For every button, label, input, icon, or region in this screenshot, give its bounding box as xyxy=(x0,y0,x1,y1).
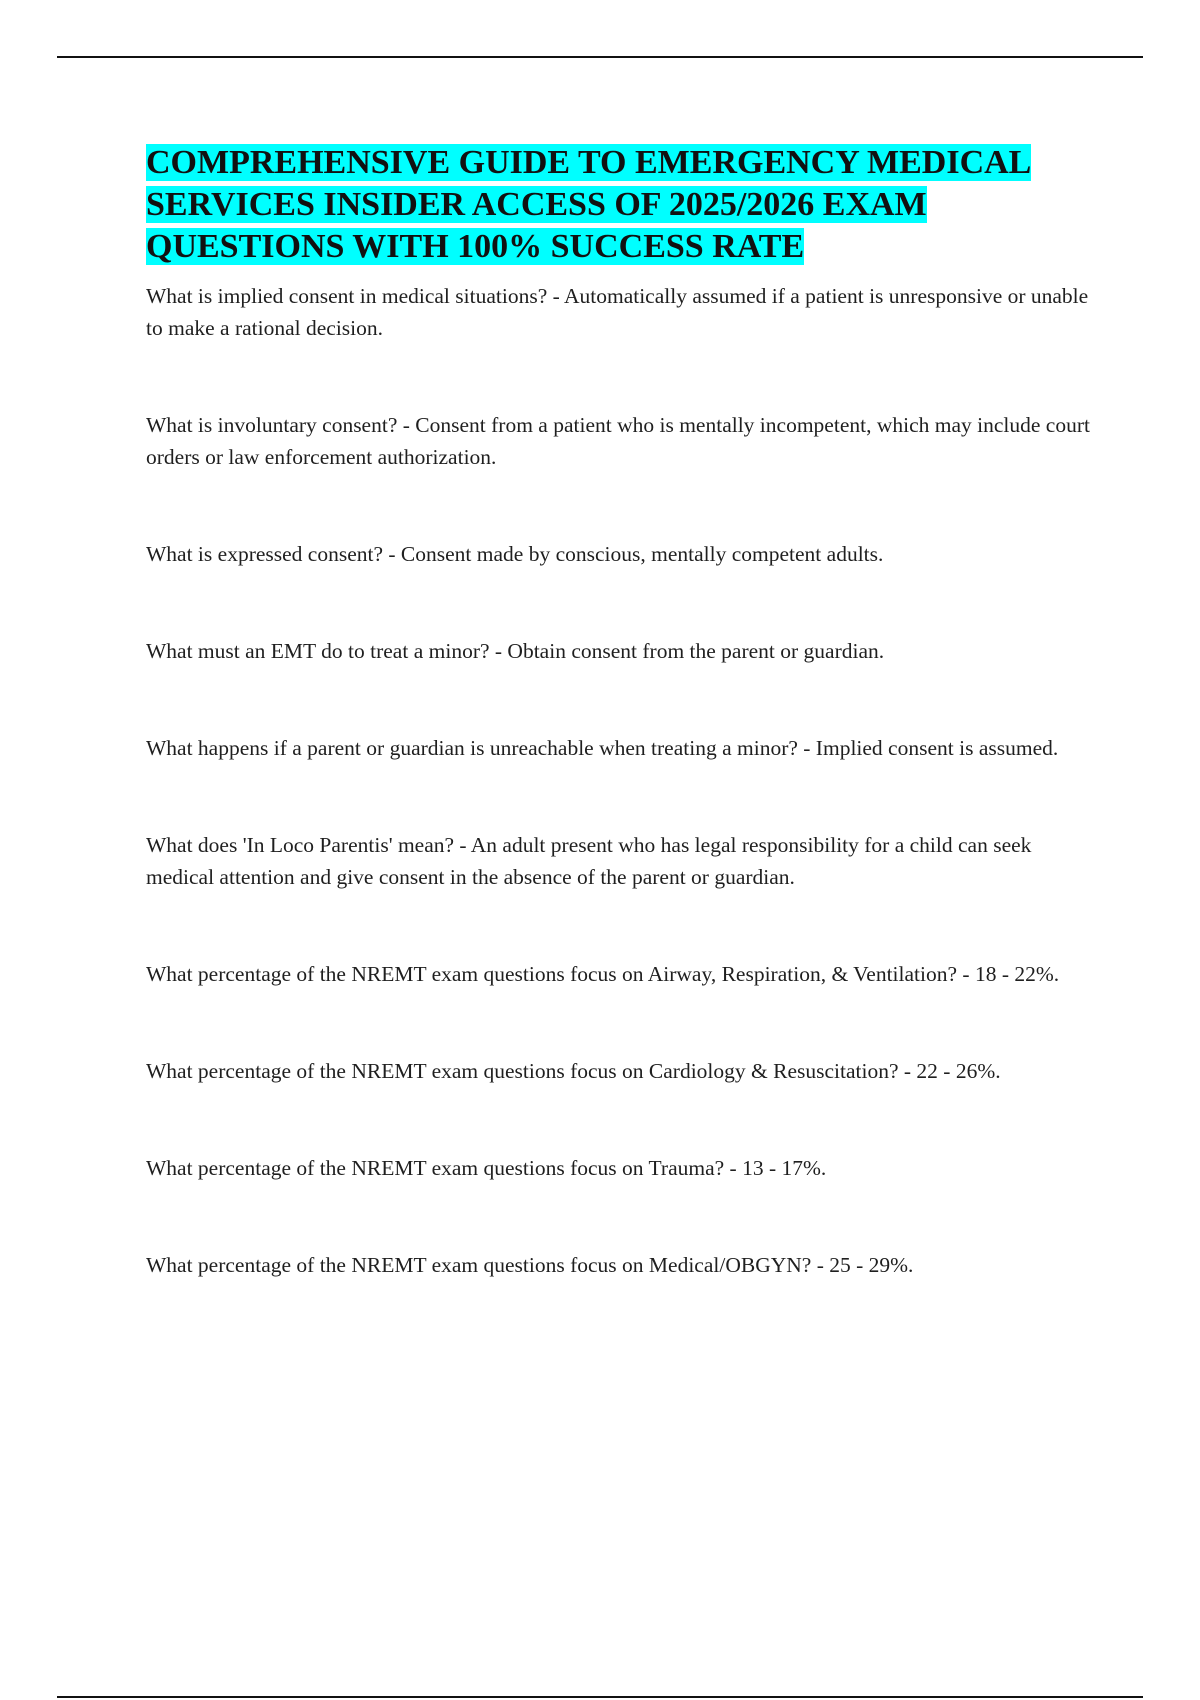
qa-item-7: What percentage of the NREMT exam questions focus on Airway, Respiration, & Ventilation? - 18 - 22%. xyxy=(146,962,1060,986)
document-title xyxy=(146,142,1091,268)
qa-item-3: What is expressed consent? - Consent made by conscious, mentally competent adults. xyxy=(146,542,884,566)
qa-item-1: What is implied consent in medical situations? - Automatically assumed if a patient is unresponsive or unable to make a rational decision. xyxy=(146,284,1089,340)
qa-item-8: What percentage of the NREMT exam questions focus on Cardiology & Resuscitation? - 22 - 26%. xyxy=(146,1059,1001,1083)
qa-item-5: What happens if a parent or guardian is unreachable when treating a minor? - Implied consent is assumed. xyxy=(146,736,1059,760)
qa-item-6: What does 'In Loco Parentis' mean? - An adult present who has legal responsibility for a child can seek medical attention and give consent in the absence of the parent or guardian. xyxy=(146,833,1032,889)
document-title-text: COMPREHENSIVE GUIDE TO EMERGENCY MEDICAL SERVICES INSIDER ACCESS OF 2025/2026 EXAM QUESTIONS WITH 100% SUCCESS RATE xyxy=(146,144,1032,265)
document-body xyxy=(146,142,1091,1281)
qa-item-9: What percentage of the NREMT exam questions focus on Trauma? - 13 - 17%. xyxy=(146,1156,827,1180)
qa-item-2: What is involuntary consent? - Consent from a patient who is mentally incompetent, which may include court orders or law enforcement authorization. xyxy=(146,413,1090,469)
bottom-rule xyxy=(57,1696,1143,1698)
top-rule xyxy=(57,56,1143,58)
qa-item-10: What percentage of the NREMT exam questions focus on Medical/OBGYN? - 25 - 29%. xyxy=(146,1253,914,1277)
qa-item-4: What must an EMT do to treat a minor? - Obtain consent from the parent or guardian. xyxy=(146,639,885,663)
